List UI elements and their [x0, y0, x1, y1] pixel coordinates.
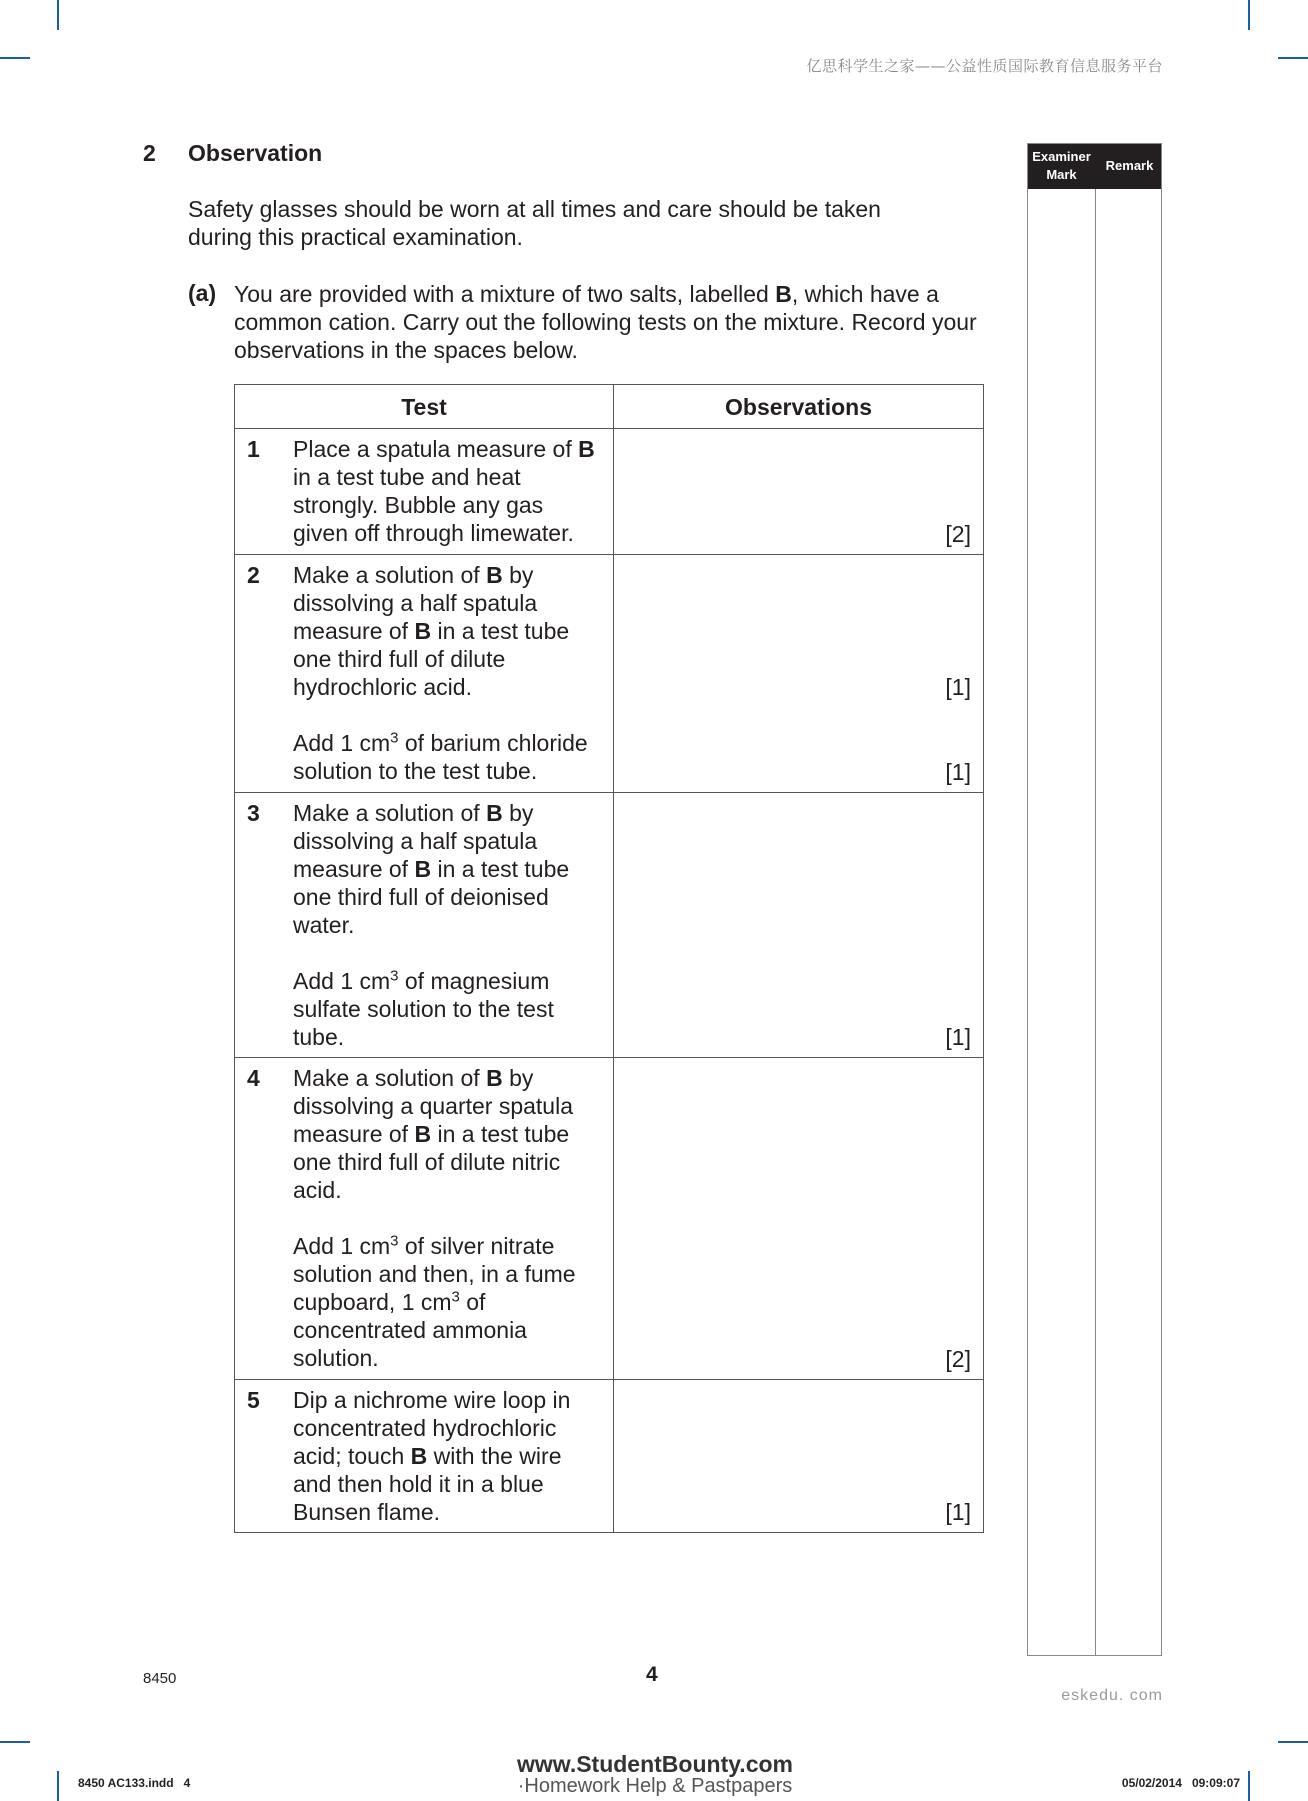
question-number: 2 [143, 140, 156, 166]
test-number: 1 [247, 436, 260, 462]
test-cell [235, 1380, 614, 1533]
paper-code: 8450 [143, 1670, 177, 1687]
file-slug: 8450 AC133.indd 4 [78, 1776, 191, 1790]
page-number: 4 [646, 1663, 658, 1686]
observation-cell[interactable] [614, 555, 984, 793]
test-cell [235, 1058, 614, 1380]
crop-mark [1278, 1741, 1308, 1743]
test-description [293, 1064, 603, 1372]
crop-mark [0, 1741, 30, 1743]
part-a-label: (a) [188, 280, 217, 306]
test-cell [235, 793, 614, 1058]
table-row [235, 1058, 984, 1380]
mark-allocation: [2] [945, 1346, 971, 1372]
test-step: Make a solution of B by dissolving a quarter spatula measure of B in a test tube one third full of dilute nitric acid. [293, 1065, 573, 1203]
observation-cell[interactable] [614, 793, 984, 1058]
table-row [235, 555, 984, 793]
test-step: Add 1 $cm^3$ of magnesium sulfate solution to the test tube. [293, 967, 554, 1050]
column-divider [1095, 144, 1096, 1655]
crop-mark [0, 57, 30, 59]
test-column-header: Test [235, 385, 614, 429]
crop-mark [57, 0, 59, 30]
mark-allocation: [1] [945, 674, 971, 700]
test-step: Add 1 $cm^3$ of barium chloride solution to the test tube. [293, 729, 588, 784]
test-cell [235, 429, 614, 555]
crop-mark [1278, 57, 1308, 59]
observation-cell[interactable] [614, 1380, 984, 1533]
test-number: 3 [247, 800, 260, 826]
test-number: 4 [247, 1065, 260, 1091]
table-row [235, 1380, 984, 1533]
test-number: 5 [247, 1387, 260, 1413]
safety-instructions: Safety glasses should be worn at all times and care should be taken during this practical examination. [188, 196, 881, 250]
examiner-mark-column [1027, 143, 1162, 1656]
mark-allocation: [1] [945, 1499, 971, 1525]
test-step: Place a spatula measure of B in a test tube and heat strongly. Bubble any gas given off through limewater. [293, 436, 595, 546]
logo-url: www.StudentBounty.com [517, 1751, 793, 1777]
observations-column-header: Observations [614, 385, 984, 429]
mark-allocation: [1] [945, 759, 971, 785]
table-header-row [235, 385, 984, 429]
mark-allocation: [2] [945, 521, 971, 547]
studentbounty-logo [500, 1753, 810, 1796]
examiner-header [1028, 144, 1161, 189]
examiner-mark-heading: Examiner Mark [1032, 149, 1091, 182]
logo-tagline: ·Homework Help & Pastpapers [517, 1775, 793, 1797]
test-description [293, 561, 603, 785]
header-site-title: 亿思科学生之家——公益性质国际教育信息服务平台 [806, 57, 1163, 75]
crop-mark [1248, 0, 1250, 30]
remark-heading: Remark [1105, 158, 1154, 173]
crop-mark [57, 1771, 59, 1801]
test-step: Make a solution of B by dissolving a half spatula measure of B in a test tube one third full of deionised water. [293, 800, 570, 938]
test-step: Dip a nichrome wire loop in concentrated hydrochloric acid; touch B with the wire and then hold it in a blue Bunsen flame. [293, 1387, 571, 1525]
observation-cell[interactable] [614, 429, 984, 555]
part-a-instructions: You are provided with a mixture of two salts, labelled B, which have a common cation. Carry out the following tests on the mixture. Record your observations in the spaces below. [234, 281, 977, 363]
question-title: Observation [188, 140, 323, 166]
test-step: Add 1 $cm^3$ of silver nitrate solution and then, in a fume cupboard, 1 $cm^3$ of concentrated ammonia solution. [293, 1232, 576, 1371]
test-cell [235, 555, 614, 793]
table-row [235, 793, 984, 1058]
timestamp-slug: 05/02/2014 09:09:07 [1121, 1776, 1240, 1790]
watermark-text: eskedu. com [1061, 1687, 1163, 1704]
test-number: 2 [247, 562, 260, 588]
test-step: Make a solution of B by dissolving a half spatula measure of B in a test tube one third full of dilute hydrochloric acid. [293, 562, 570, 700]
test-description [293, 1386, 603, 1526]
test-description [293, 799, 603, 1051]
mark-allocation: [1] [945, 1024, 971, 1050]
table-row [235, 429, 984, 555]
observation-table [234, 384, 984, 1533]
observation-cell[interactable] [614, 1058, 984, 1380]
test-description [293, 435, 603, 547]
crop-mark [1248, 1771, 1250, 1801]
